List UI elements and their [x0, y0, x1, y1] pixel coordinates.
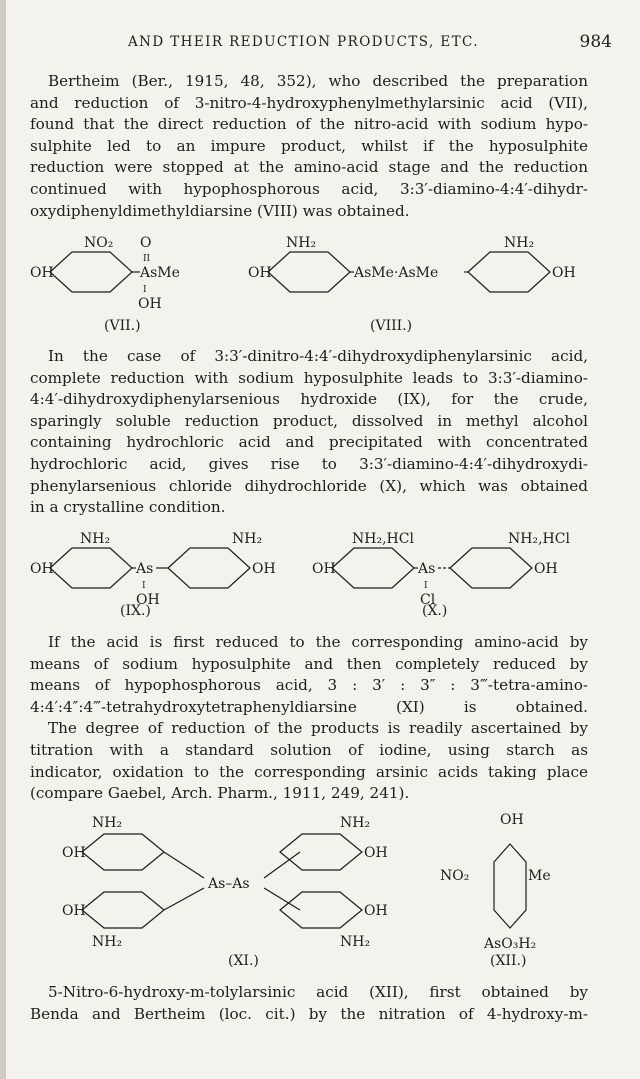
- paragraph-nitro-tolyl: [30, 982, 588, 1025]
- structure-XI-oh-top-left: OH: [62, 845, 86, 861]
- structure-XII-top-group: OH: [500, 812, 524, 828]
- text-line: sparingly soluble reduction product, dissolved in methyl alcohol: [30, 411, 588, 430]
- structure-VIII-left-amine: NH₂: [286, 235, 317, 251]
- structure-XII-right-group: Me: [528, 868, 551, 884]
- structure-VII-single-bond: I: [143, 285, 147, 295]
- structure-VII-oxo: O: [140, 235, 152, 251]
- text-line: containing hydrochloric acid and precipitated with concentrated: [30, 433, 588, 452]
- structure-VII-label: (VII.): [104, 318, 141, 334]
- structure-VIII-right-group: OH: [552, 265, 576, 281]
- structure-X-left-group: OH: [312, 561, 336, 577]
- structure-XII-left-group: NO₂: [440, 868, 470, 884]
- paragraph-dinitro: [30, 346, 588, 519]
- text-line: and reduction of 3-nitro-4-hydroxyphenylmethylarsinic acid (VII),: [30, 93, 588, 112]
- text-line: indicator, oxidation to the corresponding arsinic acids taking place: [30, 762, 588, 781]
- text-line: in a crystalline condition.: [30, 498, 226, 517]
- structure-VII-right-group: AsMe: [140, 265, 180, 281]
- structure-IX-right-amine: NH₂: [232, 531, 263, 547]
- structure-IX-left-group: OH: [30, 561, 54, 577]
- text-line: continued with hypophosphorous acid, 3:3′-diamino-4:4′-dihydr-: [30, 179, 588, 198]
- structure-VIII: [248, 232, 588, 316]
- structure-VII-top-group: NO₂: [84, 235, 114, 251]
- text-line: titration with a standard solution of iodine, using starch as: [30, 740, 588, 759]
- structure-XI-oh-bottom-right: OH: [364, 903, 388, 919]
- structure-VIII-label: (VIII.): [370, 318, 413, 334]
- structure-VIII-left-group: OH: [248, 265, 272, 281]
- structure-IX-bottom-group: OH: [136, 592, 160, 608]
- structure-X-left-amine: NH₂,HCl: [352, 531, 414, 547]
- structure-X-bottom-group: Cl: [420, 592, 436, 608]
- text-line: Benda and Bertheim (loc. cit.) by the nitration of 4-hydroxy-m-: [30, 1004, 588, 1023]
- running-title: AND THEIR REDUCTION PRODUCTS, ETC.: [128, 34, 479, 50]
- structure-XI-amine-top-right: NH₂: [340, 815, 371, 831]
- text-line: reduction were stopped at the amino-acid stage and the reduction: [30, 158, 588, 177]
- structure-XI-oh-top-right: OH: [364, 845, 388, 861]
- text-line: means of hypophosphorous acid, 3 : 3′ : 3″ : 3‴-tetra-amino-: [30, 676, 588, 695]
- structure-IX-label: (IX.): [120, 603, 151, 619]
- text-line: means of sodium hyposulphite and then completely reduced by: [30, 654, 588, 673]
- paragraph-amino-acid: [30, 632, 588, 805]
- structure-VII-left-group: OH: [30, 265, 54, 281]
- text-line: hydrochloric acid, gives rise to 3:3′-diamino-4:4′-dihydroxydi-: [30, 454, 588, 473]
- structure-XI-amine-bottom-right: NH₂: [340, 934, 371, 950]
- structure-XII-label: (XII.): [490, 953, 527, 969]
- text-line: If the acid is first reduced to the corresponding amino-acid by: [48, 633, 588, 651]
- text-line: sulphite led to an impure product, whilst if the hyposulphite: [30, 136, 588, 155]
- structure-X-right-group: OH: [534, 561, 558, 577]
- structure-XI-amine-bottom-left: NH₂: [92, 934, 123, 950]
- structure-IX-right-group: OH: [252, 561, 276, 577]
- structure-X-center: As: [418, 561, 436, 577]
- structure-XI-label: (XI.): [228, 953, 259, 969]
- structure-VIII-right-amine: NH₂: [504, 235, 535, 251]
- structure-IX-single-bond: I: [142, 581, 146, 591]
- paragraph-bertheim: [30, 71, 588, 222]
- text-line: The degree of reduction of the products is readily ascertained by: [48, 719, 588, 738]
- structure-X-single-bond: I: [424, 581, 428, 591]
- text-line: 4:4′-dihydroxydiphenylarsenious hydroxide (IX), for the crude,: [30, 390, 588, 409]
- text-line: (compare Gaebel, Arch. Pharm., 1911, 249, 241).: [30, 784, 410, 803]
- structure-XI-center: As–As: [208, 876, 250, 892]
- text-line: found that the direct reduction of the nitro-acid with sodium hypo-: [30, 115, 588, 134]
- structure-IX-left-amine: NH₂: [80, 531, 111, 547]
- structure-VII-double-bond: II: [143, 254, 151, 264]
- page-number: 984: [579, 32, 612, 52]
- running-header: [0, 34, 640, 56]
- structure-XII: [440, 808, 580, 962]
- structure-IX: [30, 528, 300, 617]
- text-line: In the case of 3:3′-dinitro-4:4′-dihydroxydiphenylarsinic acid,: [48, 347, 588, 365]
- structure-IX-center: As: [136, 561, 154, 577]
- structure-XI-oh-bottom-left: OH: [62, 903, 86, 919]
- page-binding-edge: [0, 0, 6, 1079]
- structure-X-right-amine: NH₂,HCl: [508, 531, 570, 547]
- text-line: oxydiphenyldimethyldiarsine (VIII) was obtained.: [30, 201, 410, 220]
- structure-XI: [62, 812, 402, 956]
- text-line: phenylarsenious chloride dihydrochloride (X), which was obtained: [30, 476, 588, 495]
- text-line: 4:4′:4″:4‴-tetrahydroxytetraphenyldiarsine (XI) is obtained.: [30, 697, 588, 716]
- structure-XI-amine-top-left: NH₂: [92, 815, 123, 831]
- structure-XII-bottom-group: AsO₃H₂: [484, 936, 537, 952]
- structure-VIII-center: AsMe·AsMe: [354, 265, 439, 281]
- text-line: Bertheim (Ber., 1915, 48, 352), who described the preparation: [48, 72, 588, 90]
- structure-X: [312, 528, 602, 617]
- structure-VII-bottom-group: OH: [138, 296, 162, 312]
- text-line: 5-Nitro-6-hydroxy-m-tolylarsinic acid (XII), first obtained by: [48, 983, 588, 1001]
- structure-X-label: (X.): [422, 603, 448, 619]
- text-line: complete reduction with sodium hyposulphite leads to 3:3′-diamino-: [30, 368, 588, 387]
